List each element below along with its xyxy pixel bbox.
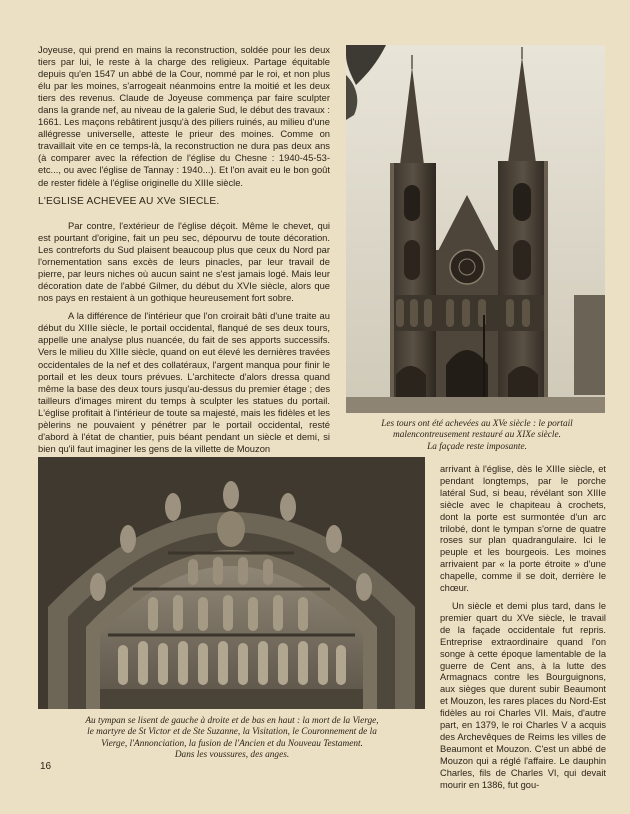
tympanum-caption-line-3: Vierge, l'Annonciation, la fusion de l'Ancien et du Nouveau Testament. — [101, 738, 363, 749]
right-paragraph-2: Un siècle et demi plus tard, dans le premier quart du XVe siècle, le travail de la façade occidentale fut repris. Entreprise extraordinaire quand l'on songe à cette époque lamentable de la guerre de Cent ans, à la lutte des Armagnacs contre les Bourguignons, aux sièges que durent subir Beaumont et Mouzon, les rares places du Nord-Est fidèles au roi Charles VII. Mais, d'autre part, en 1379, le roi Charles V a acquis des Archevêques de Reims les villes de Beaumont et Mouzon. C'est un abbé de Mouzon qui a réglé l'affaire. Le dauphin Charles, fils de Charles VI, qui devait mourir en 1386, fut gou- — [440, 600, 606, 790]
towers-caption-line-3: La façade reste imposante. — [427, 441, 527, 452]
towers-caption-line-1: Les tours ont été achevées au XVe siècle : le portail — [381, 419, 573, 429]
right-column-text — [440, 464, 606, 791]
towers-caption-line-2: malencontreusement restauré au XIXe siècle. — [393, 430, 561, 441]
section-heading: L'EGLISE ACHEVEE AU XVe SIECLE. — [38, 196, 220, 207]
tympanum-caption — [38, 716, 426, 762]
tympanum-caption-line-4: Dans les voussures, des anges. — [174, 750, 290, 761]
section-body — [38, 220, 330, 455]
church-facade-image — [346, 45, 605, 413]
intro-text: Joyeuse, qui prend en mains la reconstruction, soldée pour les deux tiers par lui, le reste à la charge des religieux. Partage équitable depuis qu'en 1547 un abbé de la Cour, nommé par le roi, et non plus élu par les moines, s'arrogeait néanmoins entre la moitié et les deux tiers des revenus. Claude de Joyeuse commença par faire sculpter dans la grande nef, au niveau de la galerie Sud, le début des travaux : 1661. Les maçons rebâtirent jusqu'à des piliers ruinés, au milieu d'une allégresse universelle, atteste le prieur des moines. Comme on travaillait vite en ce temps-là, la reconstruction ne dura pas deux ans (à comparer avec la réfection de l'église du Chesne : 1940-45-53-etc..., ou avec l'église de Tannay : 1940...). Et l'on avait eu le bon goût de rester fidèle à l'église originelle du XIIIe siècle. — [38, 44, 330, 188]
section-paragraph-1: Par contre, l'extérieur de l'église déçoit. Même le chevet, qui est pourtant d'origine, fait un peu sec, dépourvu de toute décoration. Les contreforts du Sud plaisent beaucoup plus que ceux du Nord par l'ornementation sans excès de leurs pinacles, par leur travail de pierre, par leurs niches où aucun saint ne s'est jamais logé. Mais leur décoration date de l'abbé Gilmer, du début du XVIe siècle, alors que nos pays en restaient à un gothique heureusement fort sobre. — [38, 220, 330, 304]
tympanum-caption-line-2: le martyre de St Victor et de Ste Suzanne, la Visitation, le Couronnement de la — [87, 727, 377, 738]
section-paragraph-2: A la différence de l'intérieur que l'on croirait bâti d'une traite au début du XIIIe siècle, le portail occidental, flanqué de ses deux tours, appelle une analyse plus nuancée, du fait de ses apports successifs. Vers le milieu du XIIIe siècle, quand on eut élevé les dernières travées occidentales de la nef et des collatéraux, l'argent manqua pour finir le portail et les deux tours prévues. L'architecte d'alors dressa quand même la base des deux tours jusqu'au-dessus du premier étage ; des tailleurs d'images mirent du temps à sculpter les statues du portail. L'église profitait à l'intérieur de toute sa majesté, mais les fidèles et les pèlerins ne pouvaient y pénétrer par le portail occidental, resté d'abord à l'état de chantier, puis béant pendant un siècle et demi, si bien qu'il faut imaginer les gens de la villette de Mouzon — [38, 310, 330, 454]
right-paragraph-1: arrivant à l'église, dès le XIIIe siècle, et pendant longtemps, par le porche latéral Sud, si beau, révélant son XIIIe siècle avec le chapiteau à crochets, dont la porte est surmontée d'un arc trilobé, dont le tympan s'orne de quatre roses sur plan quadrangulaire. Ici le peuple et les bourgeois. Les moines arrivaient par « la porte étroite » d'une chapelle, comme il se doit, derrière le chœur. — [440, 464, 606, 594]
tympanum-caption-line-1: Au tympan se lisent de gauche à droite et de bas en haut : la mort de la Vierge, — [85, 716, 379, 726]
church-towers-photo — [346, 45, 605, 413]
intro-paragraph — [38, 44, 330, 189]
towers-caption — [346, 419, 608, 453]
tympanum-photo — [38, 457, 425, 709]
page-number: 16 — [40, 761, 52, 772]
tympanum-image — [38, 457, 425, 709]
